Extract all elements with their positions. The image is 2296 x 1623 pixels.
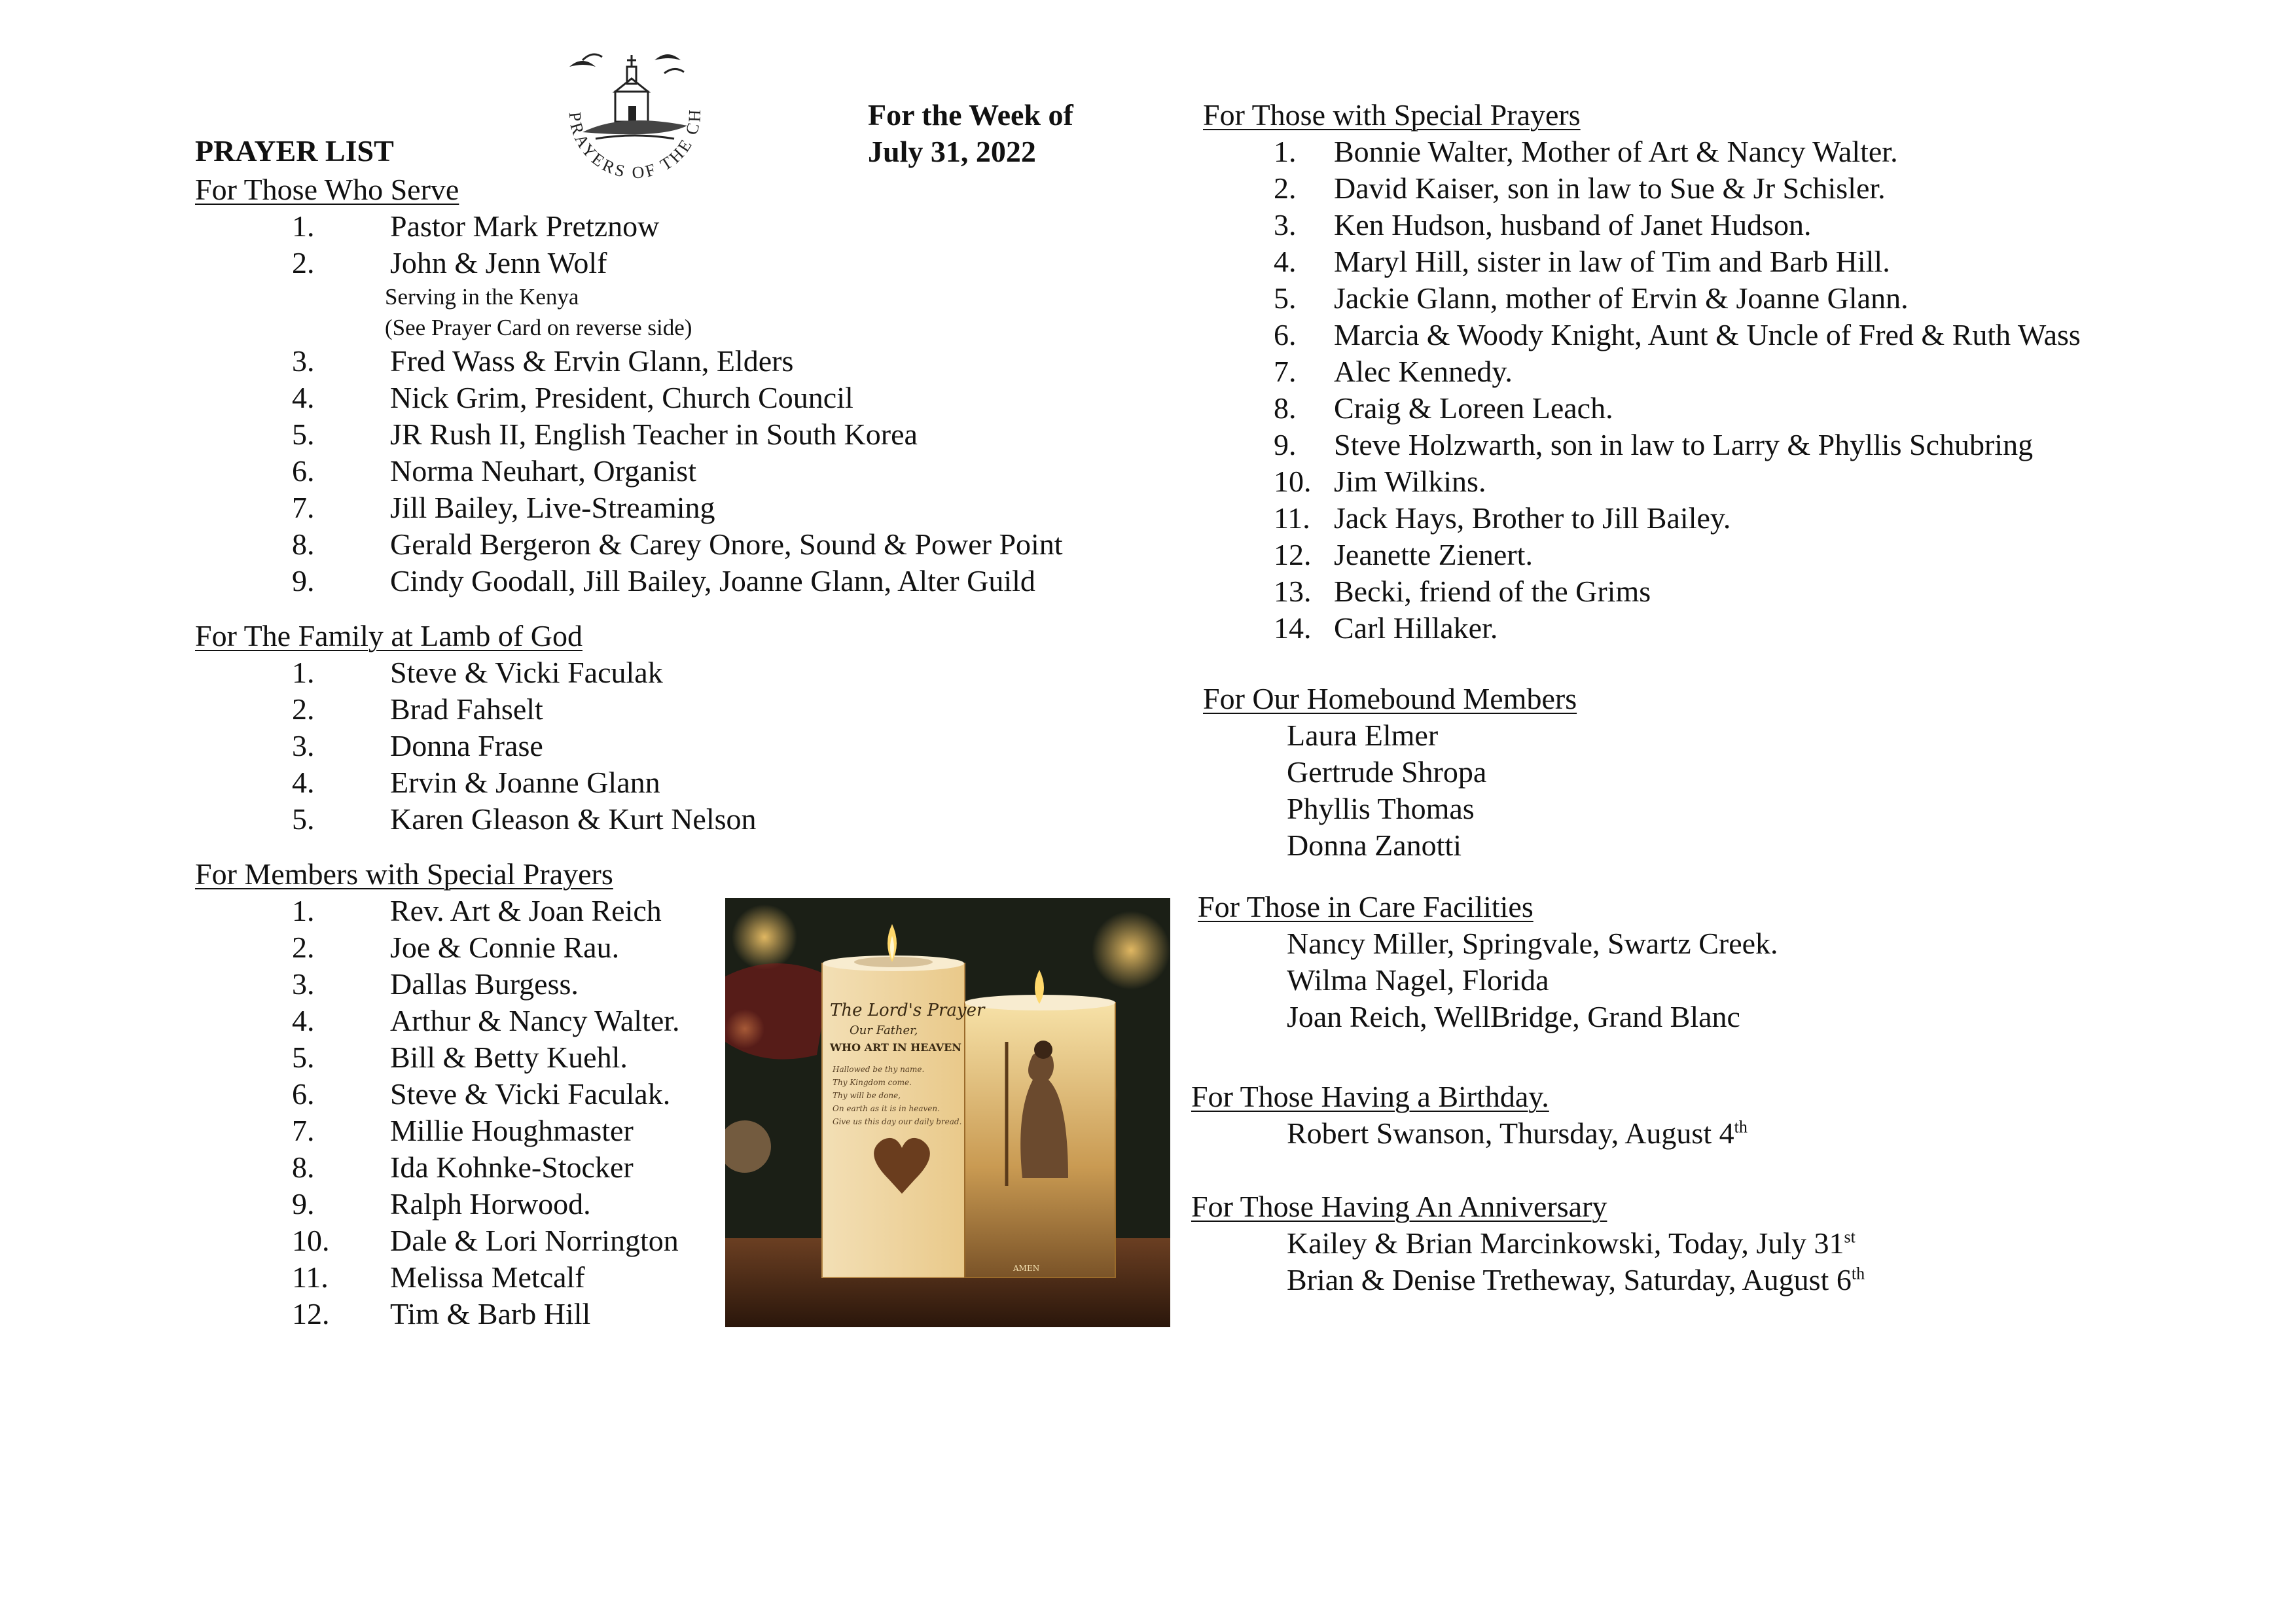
item-name: Jackie Glann, mother of Ervin & Joanne Glann. — [1334, 281, 1909, 315]
item-name: Jeanette Zienert. — [1334, 538, 1533, 571]
item-name: Alec Kennedy. — [1334, 355, 1513, 388]
item-number: 5. — [292, 418, 315, 451]
list-item — [1203, 170, 2132, 207]
photo-prayer-title: The Lord's Prayer — [830, 1001, 985, 1020]
list-item: Gertrude Shropa — [1287, 755, 1487, 789]
list-item — [1203, 134, 2132, 170]
photo-prayer-body: Hallowed be thy name. — [833, 1065, 925, 1074]
list-item — [195, 691, 1177, 728]
list-item — [195, 343, 1177, 380]
list-item — [195, 416, 1177, 453]
item-number: 7. — [292, 491, 315, 524]
family-list — [195, 654, 1177, 838]
item-name: Rev. Art & Joan Reich — [390, 894, 662, 927]
item-number: 11. — [292, 1260, 329, 1294]
list-item — [1203, 353, 2132, 390]
item-name: Jill Bailey, Live-Streaming — [390, 491, 715, 524]
item-name: Marcia & Woody Knight, Aunt & Uncle of Fred & Ruth Wass — [1334, 318, 2081, 351]
item-number: 9. — [292, 564, 315, 597]
photo-prayer-line2: WHO ART IN HEAVEN — [830, 1041, 961, 1054]
list-item — [195, 728, 1177, 764]
special-heading: For Those with Special Prayers — [1203, 98, 1581, 132]
page-title: PRAYER LIST — [195, 134, 394, 168]
birthday-heading: For Those Having a Birthday. — [1191, 1080, 1549, 1113]
list-item — [195, 490, 1177, 526]
ordinal-suffix: st — [1844, 1227, 1856, 1247]
list-item — [195, 526, 1177, 563]
item-number: 1. — [1274, 135, 1297, 168]
church-emblem — [543, 41, 728, 186]
item-number: 7. — [1274, 355, 1297, 388]
item-name: Craig & Loreen Leach. — [1334, 391, 1613, 425]
item-number: 9. — [1274, 428, 1297, 461]
item-name: Joe & Connie Rau. — [390, 931, 620, 964]
item-name: Gerald Bergeron & Carey Onore, Sound & Power Point — [390, 527, 1063, 561]
list-item — [1203, 390, 2132, 427]
item-number: 3. — [292, 344, 315, 378]
item-name: Karen Gleason & Kurt Nelson — [390, 802, 757, 836]
item-text: Brian & Denise Tretheway, Saturday, August 6 — [1287, 1263, 1852, 1296]
list-item — [195, 380, 1177, 416]
homebound-list — [1203, 717, 2132, 864]
item-number: 8. — [1274, 391, 1297, 425]
item-number: 5. — [292, 1041, 315, 1074]
anniversary-list — [1203, 1225, 2132, 1298]
list-item: Joan Reich, WellBridge, Grand Blanc — [1287, 1000, 1740, 1033]
item-number: 12. — [1274, 538, 1312, 571]
ordinal-suffix: th — [1734, 1117, 1748, 1137]
item-number: 11. — [1274, 501, 1310, 535]
serve-heading: For Those Who Serve — [195, 173, 459, 206]
item-name: John & Jenn Wolf — [390, 246, 607, 279]
item-number: 8. — [292, 1150, 315, 1184]
list-item — [1203, 463, 2132, 500]
list-item: Nancy Miller, Springvale, Swartz Creek. — [1287, 927, 1778, 960]
item-text: Kailey & Brian Marcinkowski, Today, July 31 — [1287, 1226, 1844, 1260]
birthday-list — [1203, 1115, 2132, 1152]
item-number: 1. — [292, 209, 315, 243]
item-number: 1. — [292, 656, 315, 689]
list-item — [195, 563, 1177, 599]
list-item — [1203, 610, 2132, 647]
item-name: Ervin & Joanne Glann — [390, 766, 660, 799]
item-number: 9. — [292, 1187, 315, 1221]
item-name: Steve Holzwarth, son in law to Larry & Phyllis Schubring — [1334, 428, 2034, 461]
item-number: 12. — [292, 1297, 330, 1330]
item-number: 13. — [1274, 575, 1312, 608]
item-number: 4. — [292, 766, 315, 799]
list-item — [195, 764, 1177, 801]
week-date: July 31, 2022 — [868, 135, 1036, 168]
item-number: 4. — [292, 1004, 315, 1037]
item-name: Bonnie Walter, Mother of Art & Nancy Walter. — [1334, 135, 1898, 168]
item-name: Ida Kohnke-Stocker — [390, 1150, 634, 1184]
item-name: Becki, friend of the Grims — [1334, 575, 1651, 608]
photo-prayer-body: Thy will be done, — [833, 1091, 901, 1100]
item-number: 5. — [1274, 281, 1297, 315]
list-item — [1203, 1115, 2132, 1152]
list-item — [1203, 317, 2132, 353]
item-name: Millie Houghmaster — [390, 1114, 634, 1147]
item-text: Robert Swanson, Thursday, August 4 — [1287, 1116, 1734, 1150]
members-heading: For Members with Special Prayers — [195, 857, 613, 891]
item-name: Ralph Horwood. — [390, 1187, 591, 1221]
item-number: 1. — [292, 894, 315, 927]
item-name: Melissa Metcalf — [390, 1260, 585, 1294]
item-name: Fred Wass & Ervin Glann, Elders — [390, 344, 794, 378]
serve-list — [195, 208, 1177, 599]
list-item — [195, 654, 1177, 691]
list-item: Donna Zanotti — [1287, 829, 1462, 862]
homebound-heading: For Our Homebound Members — [1203, 682, 1577, 715]
item-name: Cindy Goodall, Jill Bailey, Joanne Glann, Alter Guild — [390, 564, 1035, 597]
item-number: 10. — [292, 1224, 330, 1257]
item-name: Brad Fahselt — [390, 692, 543, 726]
item-name: Arthur & Nancy Walter. — [390, 1004, 680, 1037]
list-item — [195, 453, 1177, 490]
item-number: 6. — [292, 454, 315, 488]
item-name: Steve & Vicki Faculak. — [390, 1077, 671, 1111]
list-item — [1203, 573, 2132, 610]
ordinal-suffix: th — [1851, 1264, 1865, 1283]
item-name: Jack Hays, Brother to Jill Bailey. — [1334, 501, 1731, 535]
list-item: Laura Elmer — [1287, 719, 1439, 752]
list-item — [195, 208, 1177, 245]
list-item — [1203, 280, 2132, 317]
item-name: Maryl Hill, sister in law of Tim and Barb Hill. — [1334, 245, 1890, 278]
care-heading: For Those in Care Facilities — [1198, 890, 1534, 923]
list-item — [1203, 500, 2132, 537]
lords-prayer-candle-photo — [725, 898, 1170, 1327]
list-item: Wilma Nagel, Florida — [1287, 963, 1549, 997]
item-number: 10. — [1274, 465, 1312, 498]
item-number: 3. — [1274, 208, 1297, 241]
item-number: 6. — [1274, 318, 1297, 351]
item-note: (See Prayer Card on reverse side) — [385, 315, 692, 340]
anniversary-heading: For Those Having An Anniversary — [1191, 1190, 1607, 1223]
list-item — [1203, 1225, 2132, 1262]
special-list — [1203, 134, 2132, 647]
item-name: Pastor Mark Pretznow — [390, 209, 660, 243]
photo-amen: AMEN — [1013, 1264, 1040, 1273]
item-number: 3. — [292, 729, 315, 762]
emblem-text: PRAYERS OF THE CH — [565, 107, 705, 183]
item-name: Tim & Barb Hill — [390, 1297, 591, 1330]
list-item — [1203, 537, 2132, 573]
item-number: 2. — [292, 692, 315, 726]
item-name: Norma Neuhart, Organist — [390, 454, 696, 488]
list-item — [1203, 427, 2132, 463]
item-name: Nick Grim, President, Church Council — [390, 381, 853, 414]
item-number: 4. — [1274, 245, 1297, 278]
list-item — [195, 801, 1177, 838]
item-name: Carl Hillaker. — [1334, 611, 1498, 645]
item-number: 7. — [292, 1114, 315, 1147]
photo-prayer-body: Give us this day our daily bread. — [833, 1117, 962, 1126]
list-item — [195, 245, 1177, 281]
svg-text:PRAYERS OF THE CHURCH — [543, 41, 704, 183]
candle-photo-illustration — [725, 898, 1170, 1327]
item-name: David Kaiser, son in law to Sue & Jr Schisler. — [1334, 171, 1886, 205]
item-note: Serving in the Kenya — [385, 284, 579, 310]
church-emblem-icon — [543, 41, 728, 186]
list-item — [1203, 243, 2132, 280]
item-name: Jim Wilkins. — [1334, 465, 1486, 498]
item-number: 2. — [1274, 171, 1297, 205]
care-list — [1203, 925, 2132, 1035]
item-number: 2. — [292, 246, 315, 279]
item-number: 4. — [292, 381, 315, 414]
item-number: 14. — [1274, 611, 1312, 645]
item-name: Steve & Vicki Faculak — [390, 656, 663, 689]
week-label: For the Week of — [868, 98, 1073, 132]
list-item — [1203, 207, 2132, 243]
photo-prayer-body: On earth as it is in heaven. — [833, 1104, 940, 1113]
photo-prayer-line1: Our Father, — [850, 1024, 918, 1037]
photo-prayer-body: Thy Kingdom come. — [833, 1078, 912, 1087]
item-number: 8. — [292, 527, 315, 561]
week-block — [868, 97, 1073, 170]
item-name: Donna Frase — [390, 729, 543, 762]
right-column — [1191, 97, 2132, 1298]
item-number: 5. — [292, 802, 315, 836]
item-name: JR Rush II, English Teacher in South Korea — [390, 418, 918, 451]
item-number: 6. — [292, 1077, 315, 1111]
list-item — [1203, 1262, 2132, 1298]
item-name: Bill & Betty Kuehl. — [390, 1041, 628, 1074]
item-name: Dale & Lori Norrington — [390, 1224, 679, 1257]
item-name: Ken Hudson, husband of Janet Hudson. — [1334, 208, 1812, 241]
item-number: 2. — [292, 931, 315, 964]
family-heading: For The Family at Lamb of God — [195, 619, 583, 652]
item-number: 3. — [292, 967, 315, 1001]
item-name: Dallas Burgess. — [390, 967, 579, 1001]
list-item: Phyllis Thomas — [1287, 792, 1475, 825]
